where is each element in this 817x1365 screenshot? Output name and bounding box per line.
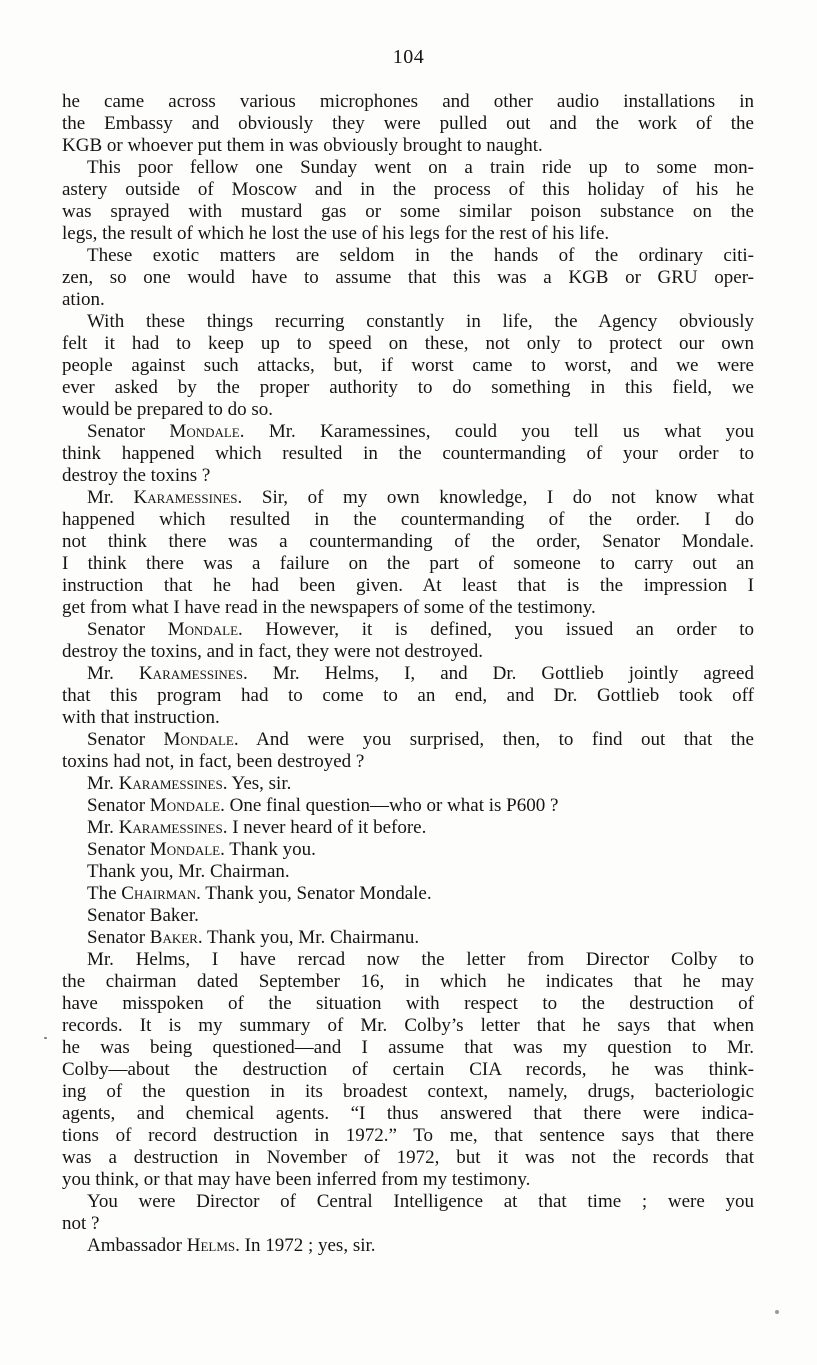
paragraph [62, 311, 754, 421]
text-line [62, 883, 754, 905]
text-run: Mr. [87, 487, 134, 508]
text-line [62, 465, 754, 487]
speaker-name: Baker [149, 927, 198, 948]
text-run: instruction that he had been given. At least that is the impression I [62, 575, 754, 596]
text-line [62, 487, 754, 509]
text-line [62, 619, 754, 641]
paragraph [62, 245, 754, 311]
text-line [62, 1147, 754, 1169]
text-run: have misspoken of the situation with respect to the destruction of [62, 993, 754, 1014]
text-run: . Thank you, Senator Mondale. [196, 883, 432, 904]
paragraph [62, 729, 754, 773]
paragraph [62, 861, 754, 883]
paragraph [62, 619, 754, 663]
paragraph [62, 839, 754, 861]
text-line [62, 201, 754, 223]
text-line [62, 91, 754, 113]
text-line [62, 685, 754, 707]
text-run: not think there was a countermanding of the order, Senator Mondale. [62, 531, 754, 552]
text-line [62, 113, 754, 135]
text-run: happened which resulted in the countermanding of the order. I do [62, 509, 754, 530]
text-line [62, 1125, 754, 1147]
text-line [62, 267, 754, 289]
text-line [62, 553, 754, 575]
text-run: Colby—about the destruction of certain CIA records, he was think- [62, 1059, 754, 1080]
text-run: . Thank you. [220, 839, 316, 860]
text-run: the chairman dated September 16, in which he indicates that he may [62, 971, 754, 992]
text-run: Ambassador [87, 1235, 187, 1256]
text-run: . Mr. Karamessines, could you tell us what you [239, 421, 754, 442]
speaker-name: Karamessines [118, 817, 223, 838]
paragraph [62, 91, 754, 157]
text-line [62, 421, 754, 443]
text-run: Mr. [87, 817, 119, 838]
text-line [62, 1015, 754, 1037]
speaker-name: Mondale [149, 839, 221, 860]
speaker-name: Chairman [121, 883, 197, 904]
text-line [62, 729, 754, 751]
text-run: Senator [87, 927, 150, 948]
paragraph [62, 421, 754, 487]
text-run: toxins had not, in fact, been destroyed ? [62, 751, 365, 772]
text-line [62, 531, 754, 553]
paragraph [62, 1191, 754, 1235]
text-line [62, 795, 754, 817]
speaker-name: Karamessines [138, 663, 243, 684]
text-run: . I never heard of it before. [222, 817, 427, 838]
text-line [62, 707, 754, 729]
text-line [62, 333, 754, 355]
text-line [62, 157, 754, 179]
text-run: you think, or that may have been inferred from my testimony. [62, 1169, 531, 1190]
text-run: . However, it is defined, you issued an order to [238, 619, 754, 640]
text-line [62, 861, 754, 883]
text-line [62, 1037, 754, 1059]
text-line [62, 839, 754, 861]
text-run: he came across various microphones and other audio installations in [62, 91, 754, 112]
paragraph [62, 905, 754, 927]
text-line [62, 817, 754, 839]
text-run: Senator Baker. [87, 905, 199, 926]
paragraph [62, 883, 754, 905]
page-number: 104 [392, 46, 425, 68]
text-run: Mr. [87, 663, 139, 684]
text-run: destroy the toxins, and in fact, they were not destroyed. [62, 641, 484, 662]
text-line [62, 399, 754, 421]
paragraph [62, 157, 754, 245]
text-run: Senator [87, 795, 150, 816]
text-run: with that instruction. [62, 707, 220, 728]
text-run: With these things recurring constantly in life, the Agency obviously [87, 311, 754, 332]
text-run: . Thank you, Mr. Chairmanu. [197, 927, 420, 948]
text-line [62, 377, 754, 399]
text-run: . One final question—who or what is P600 ? [220, 795, 559, 816]
text-run: These exotic matters are seldom in the hands of the ordinary citi- [87, 245, 754, 266]
text-run: records. It is my summary of Mr. Colby’s letter that he says that when [62, 1015, 754, 1036]
paragraph [62, 817, 754, 839]
text-run: I think there was a failure on the part of someone to carry out an [62, 553, 754, 574]
text-run: Senator [87, 421, 170, 442]
scan-speck-left [44, 1037, 47, 1039]
paragraph [62, 1235, 754, 1257]
text-run: KGB or whoever put them in was obviously brought to naught. [62, 135, 543, 156]
text-run: astery outside of Moscow and in the process of this holiday of his he [62, 179, 754, 200]
text-line [62, 971, 754, 993]
paragraph [62, 773, 754, 795]
text-run: felt it had to keep up to speed on these, not only to protect our own [62, 333, 754, 354]
text-run: This poor fellow one Sunday went on a train ride up to some mon- [87, 157, 754, 178]
text-line [62, 575, 754, 597]
text-run: tions of record destruction in 1972.” To me, that sentence says that there [62, 1125, 754, 1146]
text-run: Mr. [87, 773, 119, 794]
text-run: that this program had to come to an end, and Dr. Gottlieb took off [62, 685, 754, 706]
text-run: get from what I have read in the newspapers of some of the testimony. [62, 597, 596, 618]
paragraph [62, 949, 754, 1191]
text-line [62, 289, 754, 311]
text-run: legs, the result of which he lost the use of his legs for the rest of his life. [62, 223, 610, 244]
text-line [62, 663, 754, 685]
text-run: ing of the question in its broadest context, namely, drugs, bacteriologic [62, 1081, 754, 1102]
text-run: . Sir, of my own knowledge, I do not know what [237, 487, 754, 508]
text-run: . Mr. Helms, I, and Dr. Gottlieb jointly agreed [242, 663, 754, 684]
text-run: The [87, 883, 122, 904]
text-run: not ? [62, 1213, 100, 1234]
text-run: zen, so one would have to assume that this was a KGB or GRU oper- [62, 267, 754, 288]
paragraph [62, 927, 754, 949]
text-line [62, 905, 754, 927]
text-line [62, 751, 754, 773]
text-run: ever asked by the proper authority to do something in this field, we [62, 377, 754, 398]
text-line [62, 311, 754, 333]
text-run: people against such attacks, but, if worst came to worst, and we were [62, 355, 754, 376]
text-line [62, 1235, 754, 1257]
paragraph [62, 487, 754, 619]
text-line [62, 597, 754, 619]
text-run: You were Director of Central Intelligence at that time ; were you [87, 1191, 754, 1212]
text-run: ation. [62, 289, 105, 310]
text-line [62, 949, 754, 971]
speaker-name: Mondale [167, 619, 239, 640]
text-run: Senator [87, 619, 168, 640]
text-line [62, 1103, 754, 1125]
speaker-name: Mondale [163, 729, 234, 750]
text-run: the Embassy and obviously they were pulled out and the work of the [62, 113, 754, 134]
text-line [62, 1059, 754, 1081]
document-body [62, 91, 754, 1257]
text-run: Mr. Helms, I have rercad now the letter from Director Colby to [87, 949, 754, 970]
text-line [62, 355, 754, 377]
paragraph [62, 663, 754, 729]
speaker-name: Karamessines [118, 773, 223, 794]
text-run: destroy the toxins ? [62, 465, 211, 486]
text-run: Senator [87, 839, 150, 860]
text-run: Senator [87, 729, 164, 750]
text-line [62, 1191, 754, 1213]
text-run: would be prepared to do so. [62, 399, 274, 420]
text-run: was a destruction in November of 1972, but it was not the records that [62, 1147, 754, 1168]
text-line [62, 1169, 754, 1191]
text-line [62, 773, 754, 795]
text-run: Thank you, Mr. Chairman. [87, 861, 290, 882]
text-line [62, 1081, 754, 1103]
text-line [62, 443, 754, 465]
speaker-name: Mondale [149, 795, 221, 816]
text-line [62, 641, 754, 663]
text-run: . Yes, sir. [222, 773, 292, 794]
text-line [62, 1213, 754, 1235]
text-line [62, 927, 754, 949]
text-run: . In 1972 ; yes, sir. [235, 1235, 376, 1256]
paragraph [62, 795, 754, 817]
text-line [62, 509, 754, 531]
scan-speck-right [775, 1310, 779, 1314]
text-line [62, 135, 754, 157]
speaker-name: Karamessines [133, 487, 238, 508]
text-run: agents, and chemical agents. “I thus answered that there were indica- [62, 1103, 754, 1124]
text-line [62, 245, 754, 267]
text-line [62, 993, 754, 1015]
speaker-name: Helms [186, 1235, 236, 1256]
text-run: was sprayed with mustard gas or some similar poison substance on the [62, 201, 754, 222]
text-run: he was being questioned—and I assume that was my question to Mr. [62, 1037, 754, 1058]
text-line [62, 179, 754, 201]
text-run: . And were you surprised, then, to find out that the [233, 729, 754, 750]
speaker-name: Mondale [169, 421, 240, 442]
text-run: think happened which resulted in the countermanding of your order to [62, 443, 754, 464]
text-line [62, 223, 754, 245]
